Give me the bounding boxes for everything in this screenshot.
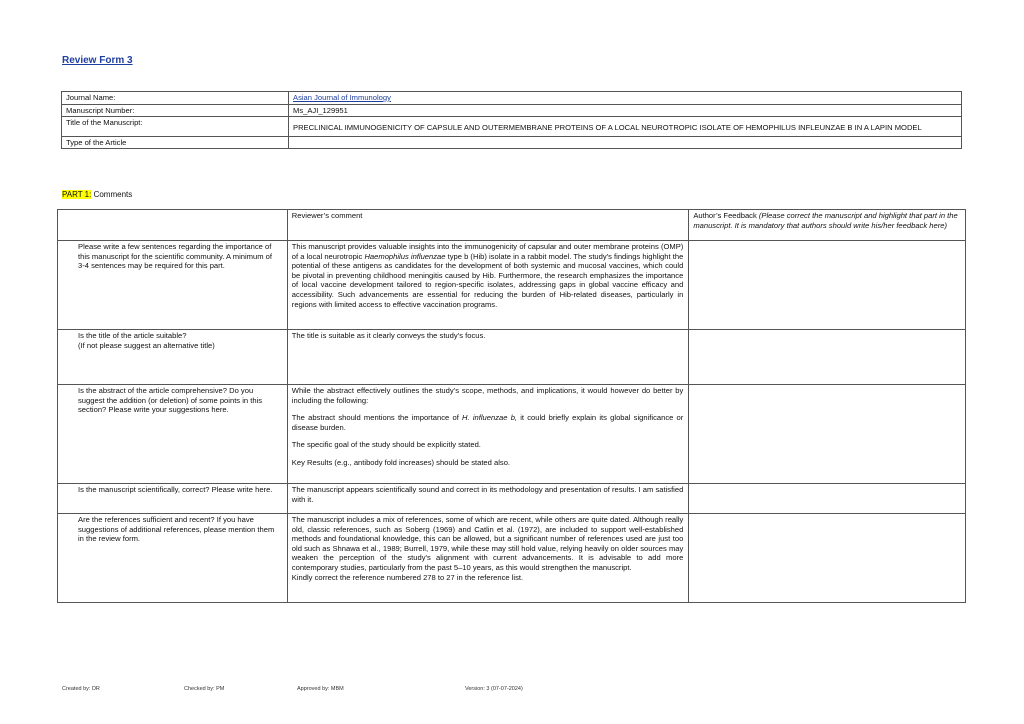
author-feedback-scientific[interactable] (689, 484, 966, 514)
reviewer-comment-scientific: The manuscript appears scientifically sound and correct in its methodology and presentation of results. I am satisfied with it. (287, 484, 689, 514)
info-row-title (62, 117, 962, 137)
comment-text: it could briefly explain its global significance or disease burden. (291, 413, 684, 432)
article-type-value (289, 136, 962, 149)
comment-row-scientific (58, 484, 966, 514)
manuscript-number-label: Manuscript Number: (62, 104, 289, 117)
journal-name-label: Journal Name: (62, 92, 289, 105)
header-author-lead: Author’s Feedback (693, 211, 759, 220)
manuscript-info-table (61, 91, 962, 149)
comment-row-title (58, 330, 966, 385)
manuscript-number-value: Ms_AJI_129951 (289, 104, 962, 117)
comment-row-references (58, 514, 966, 603)
info-row-journal (62, 92, 962, 105)
article-type-label: Type of the Article (62, 136, 289, 149)
journal-name-link[interactable]: Asian Journal of Immunology (293, 93, 391, 102)
comment-italic: Haemophilus influenzae (364, 251, 446, 261)
form-title: Review Form 3 (62, 55, 133, 66)
comments-table (57, 209, 966, 603)
comments-header-row (58, 210, 966, 241)
reviewer-comment-importance (287, 241, 689, 330)
header-reviewer: Reviewer’s comment (287, 210, 689, 241)
comment-row-importance (58, 241, 966, 330)
question-importance: Please write a few sentences regarding the importance of this manuscript for the scientific community. A minimum of 3-4 sentences may be required for this part. (58, 241, 288, 330)
question-title: Is the title of the article suitable? (If not please suggest an alternative title) (58, 330, 288, 385)
comment-paragraph: While the abstract effectively outlines the study’s scope, methods, and implications, it would however do better by including the following: (291, 386, 684, 405)
comment-row-abstract (58, 385, 966, 484)
question-references: Are the references sufficient and recent? If you have suggestions of additional references, please mention them in the review form. (58, 514, 288, 603)
footer-checked: Checked by: PM (184, 686, 225, 692)
comment-paragraph (292, 413, 684, 432)
author-feedback-references[interactable] (689, 514, 966, 603)
part-heading (62, 190, 132, 199)
reviewer-comment-title: The title is suitable as it clearly conveys the study’s focus. (287, 330, 689, 385)
comment-text: The manuscript includes a mix of references, some of which are recent, while others are quite dated. Although really old, classic references, such as Soberg (1969) and Catlin et al. (1972), are included to support well-established methods and foundational knowledge, this can be allowed, but a significant number of references used are just too old such as Shnawa et al., 1989; Burrell, 1979, while these may still hold value, relying heavily on older sources may weaken the perception of the study's alignment with current advancements. It is advisable to add more contemporary studies, particularly from the past 5–10 years, as this would strengthen the manuscript. (291, 515, 684, 572)
header-author-feedback (689, 210, 966, 241)
part-title: Comments (91, 190, 133, 199)
author-feedback-abstract[interactable] (689, 385, 966, 484)
header-author-note: (Please correct the manuscript and highlight that part in the manuscript. It is mandatory that authors should write his/her feedback here) (693, 211, 958, 230)
comment-italic: H. influenzae b, (462, 413, 518, 423)
reviewer-comment-abstract (287, 385, 689, 484)
comment-text: type b (Hib) isolate in a rabbit model. The study's findings highlight the potential of these antigens as candidates for the development of both systemic and mucosal vaccines, which could be pivotal in preventing childhood meningitis caused by Hib. Furthermore, the research emphasizes the importance of local vaccine development tailored to region-specific isolates, addressing gaps in global vaccine efficacy and accessibility. Such advancements are essential for reducing the burden of Hib-related diseases, particularly in regions with limited access to effective vaccination programs. (291, 251, 684, 309)
info-row-type (62, 136, 962, 149)
comment-text: This manuscript provides valuable insights into the immunogenicity of capsular and outer membrane proteins (OMP) of a local neurotropic (291, 242, 684, 261)
author-feedback-importance[interactable] (689, 241, 966, 330)
footer-version: Version: 3 (07-07-2024) (465, 686, 523, 692)
footer-approved: Approved by: MBM (297, 686, 344, 692)
info-row-number (62, 104, 962, 117)
question-abstract: Is the abstract of the article comprehensive? Do you suggest the addition (or deletion) of some points in this section? Please write your suggestions here. (58, 385, 288, 484)
comment-paragraph: Key Results (e.g., antibody fold increases) should be stated also. (291, 457, 511, 467)
manuscript-title-value: PRECLINICAL IMMUNOGENICITY OF CAPSULE AND OUTERMEMBRANE PROTEINS OF A LOCAL NEUROTROPIC ISOLATE OF HEMOPHILUS INFLEUNZAE B IN A LAPIN MODEL (289, 117, 962, 137)
comment-paragraph: The specific goal of the study should be explicitly stated. (291, 440, 481, 450)
journal-name-value (289, 92, 962, 105)
author-feedback-title[interactable] (689, 330, 966, 385)
part-label: PART 1: (62, 190, 92, 199)
comment-text: The abstract should mentions the importance of (291, 413, 463, 423)
comment-text: Kindly correct the reference numbered 278 to 27 in the reference list. (291, 572, 524, 582)
header-question-cell (58, 210, 288, 241)
manuscript-title-label: Title of the Manuscript: (62, 117, 289, 137)
question-scientific: Is the manuscript scientifically, correct? Please write here. (58, 484, 288, 514)
reviewer-comment-references (287, 514, 689, 603)
footer-created: Created by: DR (62, 686, 100, 692)
